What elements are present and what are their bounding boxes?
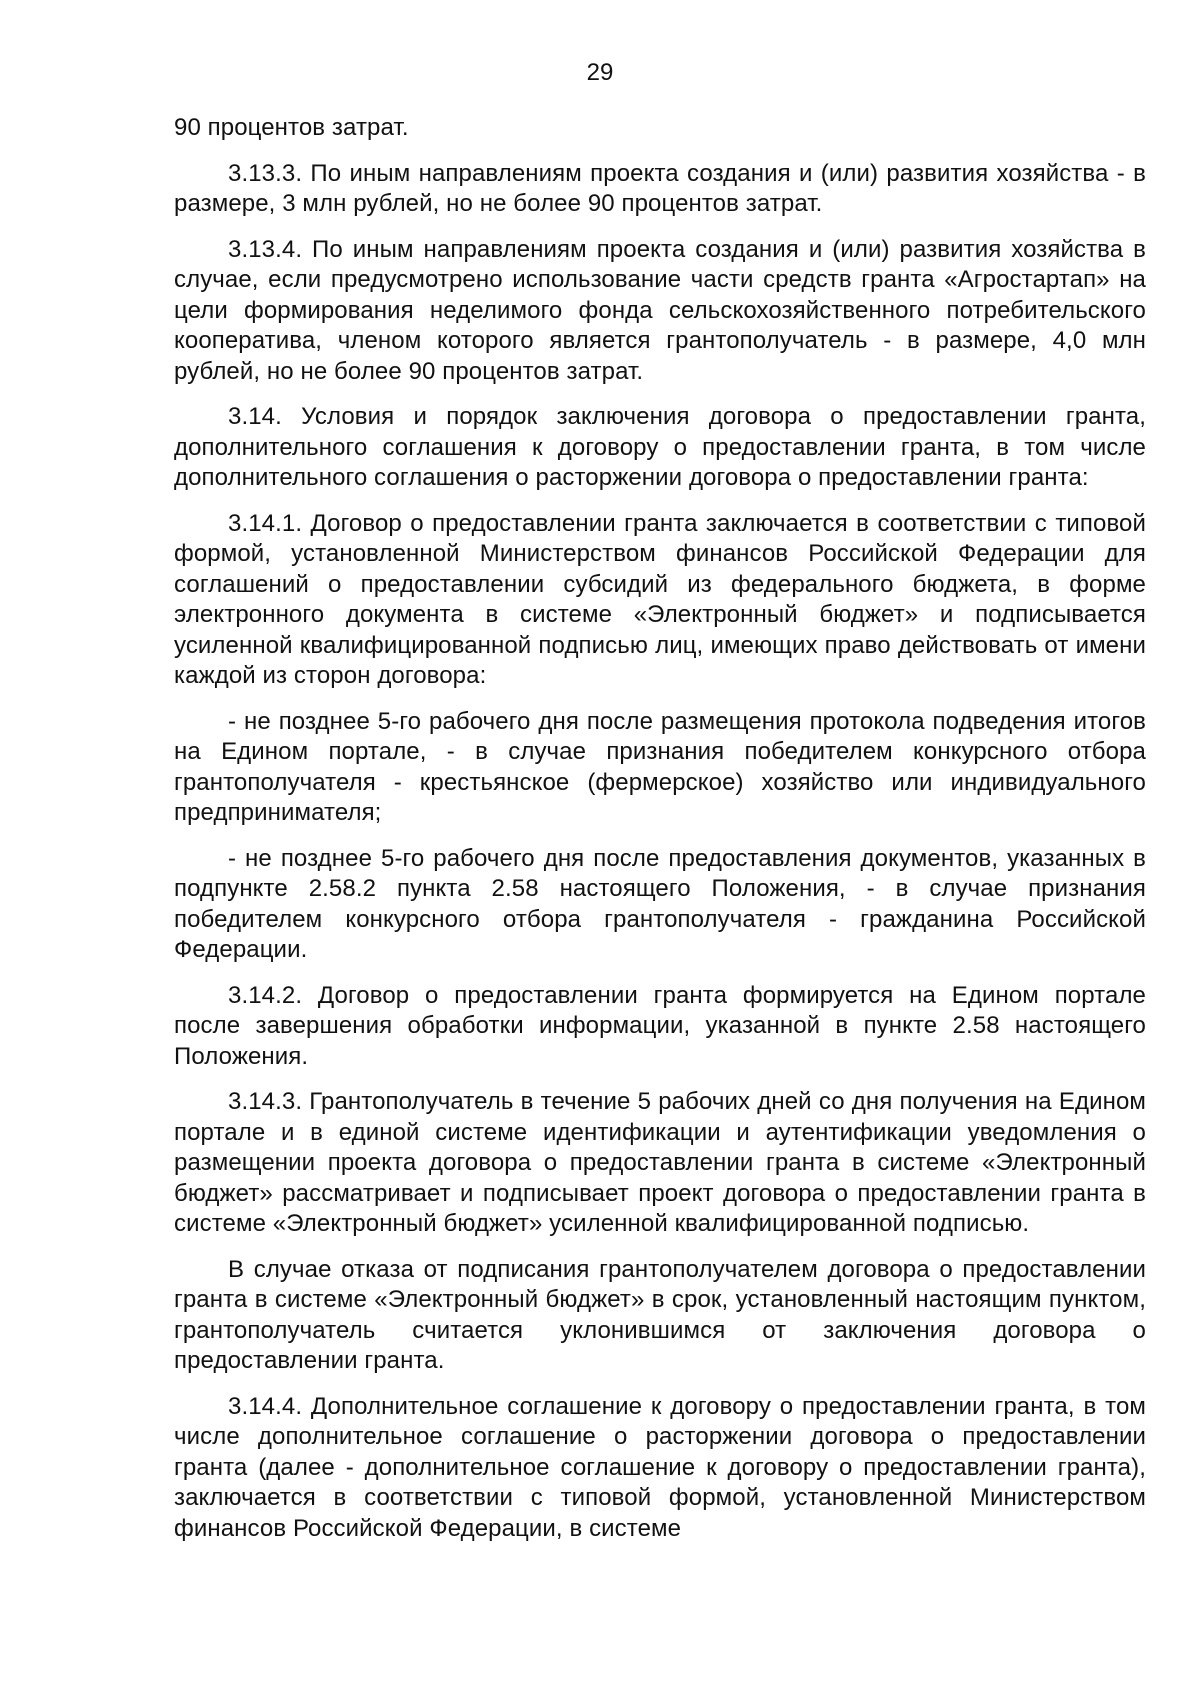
document-body [174,113,1146,1559]
paragraph-3-14-3: 3.14.3. Грантополучатель в течение 5 рабочих дней со дня получения на Едином портале и в единой системе идентификации и аутентификации уведомления о размещении проекта договора о предоставлении гранта в системе «Электронный бюджет» рассматривает и подписывает проект договора о предоставлении гранта в системе «Электронный бюджет» усиленной квалифицированной подписью. [174,1088,1146,1237]
paragraph-bullet-2: - не позднее 5-го рабочего дня после предоставления документов, указанных в подпункте 2.58.2 пункта 2.58 настоящего Положения, - в случае признания победителем конкурсного отбора грантополучателя - гражданина Российской Федерации. [174,844,1146,963]
paragraph-3-14: 3.14. Условия и порядок заключения договора о предоставлении гранта, дополнительного соглашения к договору о предоставлении гранта, в том числе дополнительного соглашения о расторжении договора о предоставлении гранта: [174,403,1146,491]
page-number: 29 [586,59,614,86]
paragraph-3-13-4: 3.13.4. По иным направлениям проекта создания и (или) развития хозяйства в случае, если предусмотрено использование части средств гранта «Агростартап» на цели формирования неделимого фонда сельскохозяйственного потребительского кооператива, членом которого является грантополучатель - в размере, 4,0 млн рублей, но не более 90 процентов затрат. [174,235,1146,385]
paragraph-3-13-3: 3.13.3. По иным направлениям проекта создания и (или) развития хозяйства - в размере, 3 млн рублей, но не более 90 процентов затрат. [174,159,1146,217]
paragraph-refusal: В случае отказа от подписания грантополучателем договора о предоставлении гранта в системе «Электронный бюджет» в срок, установленный настоящим пунктом, грантополучатель считается уклонившимся от заключения договора о предоставлении гранта. [174,1255,1146,1374]
paragraph-bullet-1: - не позднее 5-го рабочего дня после размещения протокола подведения итогов на Едином портале, - в случае признания победителем конкурсного отбора грантополучателя - крестьянское (фермерское) хозяйство или индивидуального предпринимателя; [174,707,1146,826]
paragraph-3-14-4: 3.14.4. Дополнительное соглашение к договору о предоставлении гранта, в том числе дополнительное соглашение о расторжении договора о предоставлении гранта (далее - дополнительное соглашение к договору о предоставлении гранта), заключается в соответствии с типовой формой, установленной Министерством финансов Российской Федерации, в системе [174,1392,1146,1542]
paragraph-continuation: 90 процентов затрат. [174,114,409,141]
paragraph-3-14-2: 3.14.2. Договор о предоставлении гранта формируется на Едином портале после завершения обработки информации, указанной в пункте 2.58 настоящего Положения. [174,981,1146,1070]
paragraph-3-14-1: 3.14.1. Договор о предоставлении гранта заключается в соответствии с типовой формой, установленной Министерством финансов Российской Федерации для соглашений о предоставлении субсидий из федерального бюджета, в форме электронного документа в системе «Электронный бюджет» и подписывается усиленной квалифицированной подписью лиц, имеющих право действовать от имени каждой из сторон договора: [174,509,1146,689]
